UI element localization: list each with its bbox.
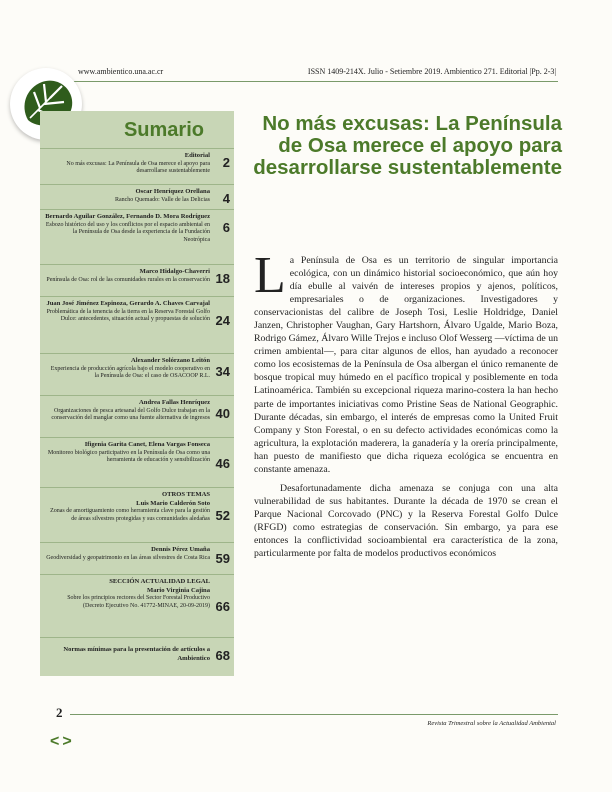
header-rule	[62, 81, 558, 82]
toc-entry[interactable]	[40, 542, 234, 575]
toc-page: 68	[215, 648, 230, 663]
toc-head: Editorial	[184, 152, 210, 159]
paragraph: Desafortunadamente dicha amenaza se conjuga con una alta vulnerabilidad de sus habitantes. Durante la década de 1970 se crean el Parque Nacional Corcovado (PNC) y la Reserva Forestal Golfo Dulce (RFGD) como estrategias de conservación. Sin embargo, ya para ese entonces la conflictividad socioambiental era característica de la zona, particularmente por falta de modelos productivos económicos	[254, 482, 558, 560]
prev-page-button[interactable]: <	[50, 733, 63, 750]
footer-rule	[70, 714, 558, 715]
toc-page: 40	[215, 406, 230, 421]
toc-entry[interactable]	[40, 487, 234, 543]
toc-page: 24	[215, 313, 230, 328]
page-nav	[50, 733, 75, 751]
toc-entry[interactable]	[40, 264, 234, 297]
toc-page: 6	[222, 220, 230, 235]
toc-head: Oscar Henríquez Orellana	[135, 188, 210, 195]
toc-entry[interactable]	[40, 209, 234, 265]
toc-head: Andrea Fallas Henríquez	[139, 399, 210, 406]
toc-desc: Experiencia de producción agrícola bajo el modelo cooperativo en la Península de Osa: el caso de OSACOOP R.L.	[50, 365, 210, 379]
toc-desc: Organizaciones de pesca artesanal del Golfo Dulce trabajan en la conservación del manglar como una fuente alternativa de ingresos	[51, 407, 210, 421]
toc-entry[interactable]	[40, 637, 234, 677]
article-title: No más excusas: La Península de Osa merece el apoyo para desarrollarse sustentablemente	[253, 112, 562, 179]
page-number: 2	[56, 705, 63, 720]
toc-head: Juan José Jiménez Espinoza, Gerardo A. Chaves Carvajal	[46, 300, 210, 307]
article-body	[254, 247, 558, 566]
toc-page: 2	[222, 155, 230, 170]
toc-section: SECCIÓN ACTUALIDAD LEGAL	[109, 578, 210, 585]
toc-page: 46	[215, 456, 230, 471]
header-url: www.ambientico.una.ac.cr	[78, 67, 164, 76]
toc-desc: Problemática de la tenencia de la tierra en la Reserva Forestal Golfo Dulce: antecedentes, situación actual y propuestas de solución	[46, 308, 210, 322]
toc-entry[interactable]	[40, 184, 234, 210]
toc-head: Luis Mario Calderón Soto	[136, 499, 210, 507]
toc-desc: Zonas de amortiguamiento como herramienta clave para la gestión de áreas silvestres protegidas y sus comunidades aledañas	[50, 508, 210, 522]
toc-desc: Geodiversidad y geopatrimonio en las áreas silvestres de Costa Rica	[46, 554, 210, 561]
toc-page: 52	[215, 508, 230, 523]
toc-page: 34	[215, 364, 230, 379]
toc-head: Marco Hidalgo-Chaverri	[139, 268, 210, 275]
toc-entry[interactable]	[40, 353, 234, 396]
toc-head: Alexander Solórzano Leitón	[130, 357, 210, 364]
toc-head: Ifigenia Garita Canet, Elena Vargas Fonseca	[84, 441, 210, 448]
toc-entry[interactable]	[40, 574, 234, 638]
footer-journal: Revista Trimestral sobre la Actualidad Ambiental	[427, 720, 556, 727]
toc-entry[interactable]	[40, 296, 234, 354]
toc-page: 66	[215, 599, 230, 614]
toc-desc: No más excusas: La Península de Osa merece el apoyo para desarrollarse sustentablemente	[66, 160, 210, 174]
drop-cap: L	[254, 247, 286, 304]
toc-head: Bernardo Aguilar González, Fernando D. Mora Rodríguez	[45, 213, 210, 220]
sumario-title: Sumario	[123, 119, 204, 141]
toc-section: OTROS TEMAS	[161, 491, 210, 498]
header-issn: ISSN 1409-214X. Julio - Setiembre 2019. Ambientico 271. Editorial |Pp. 2-3|	[307, 67, 556, 76]
sumario-panel	[40, 111, 234, 676]
toc-entry[interactable]	[40, 395, 234, 438]
toc-page: 59	[215, 551, 230, 566]
toc-desc: Monitoreo biológico participativo en la Península de Osa como una herramienta de educación y sensibilización	[47, 449, 210, 463]
toc-page: 18	[215, 271, 230, 286]
toc-head: Dennis Pérez Umaña	[151, 546, 210, 553]
toc-desc: Rancho Quemado: Valle de las Delicias	[114, 196, 210, 203]
toc-head: Mario Virginia Cajina	[146, 586, 210, 594]
toc-desc: Esbozo histórico del uso y los conflictos por el espacio ambiental en la Península de Osa desde la experiencia de la Fundación Neotrópica	[45, 221, 210, 243]
toc-desc: Sobre los principios rectores del Sector Forestal Productivo (Decreto Ejecutivo No. 41772-MINAE, 20-09-2019)	[67, 595, 210, 609]
toc-head: Normas mínimas para la presentación de artículos a Ambientico	[63, 646, 210, 662]
toc-page: 4	[222, 191, 230, 206]
toc-entry[interactable]	[40, 437, 234, 488]
toc-entry[interactable]	[40, 148, 234, 185]
next-page-button[interactable]: >	[62, 733, 75, 750]
paragraph: a Península de Osa es un territorio de singular importancia ecológica, con un dinámico historial socioeconómico, que aún hoy día ebulle al vaivén de intereses propios y ajenos, políticos, empresariales o de organizaciones. Investigadores y conservacionistas del calibre de Joseph Tosi, Leslie Holdridge, Daniel Janzen, Christopher Vaughan, Gary Hartshorn, Álvaro Ugalde, Mario Boza, Rodrigo Gámez, Álvaro Wille Trejos e incluso Olof Wesserg —víctima de un crimen ambiental—, para citar algunos de ellos, han ayudado a reconocer como los ecosistemas de la Península de Osa albergan el único remanente de bosque tropical muy húmedo en el pacífico tropical y posiblemente en toda Latinoamérica. También su excepcional riqueza marino-costera la han hecho parte de importantes iniciativas como Pristine Seas de National Geographic. Durante décadas, sin embargo, el interés de empresas como la United Fruit Company y Ston Forestal, o en su defecto actividades económicas como la agricultura, la explotación maderera, la ganadería y la orería principalmente, han puesto de manifiesto que dicha riqueza ecológica se encuentra en constante amenaza.	[254, 255, 558, 475]
toc-desc: Península de Osa: rol de las comunidades rurales en la conservación	[46, 276, 210, 283]
